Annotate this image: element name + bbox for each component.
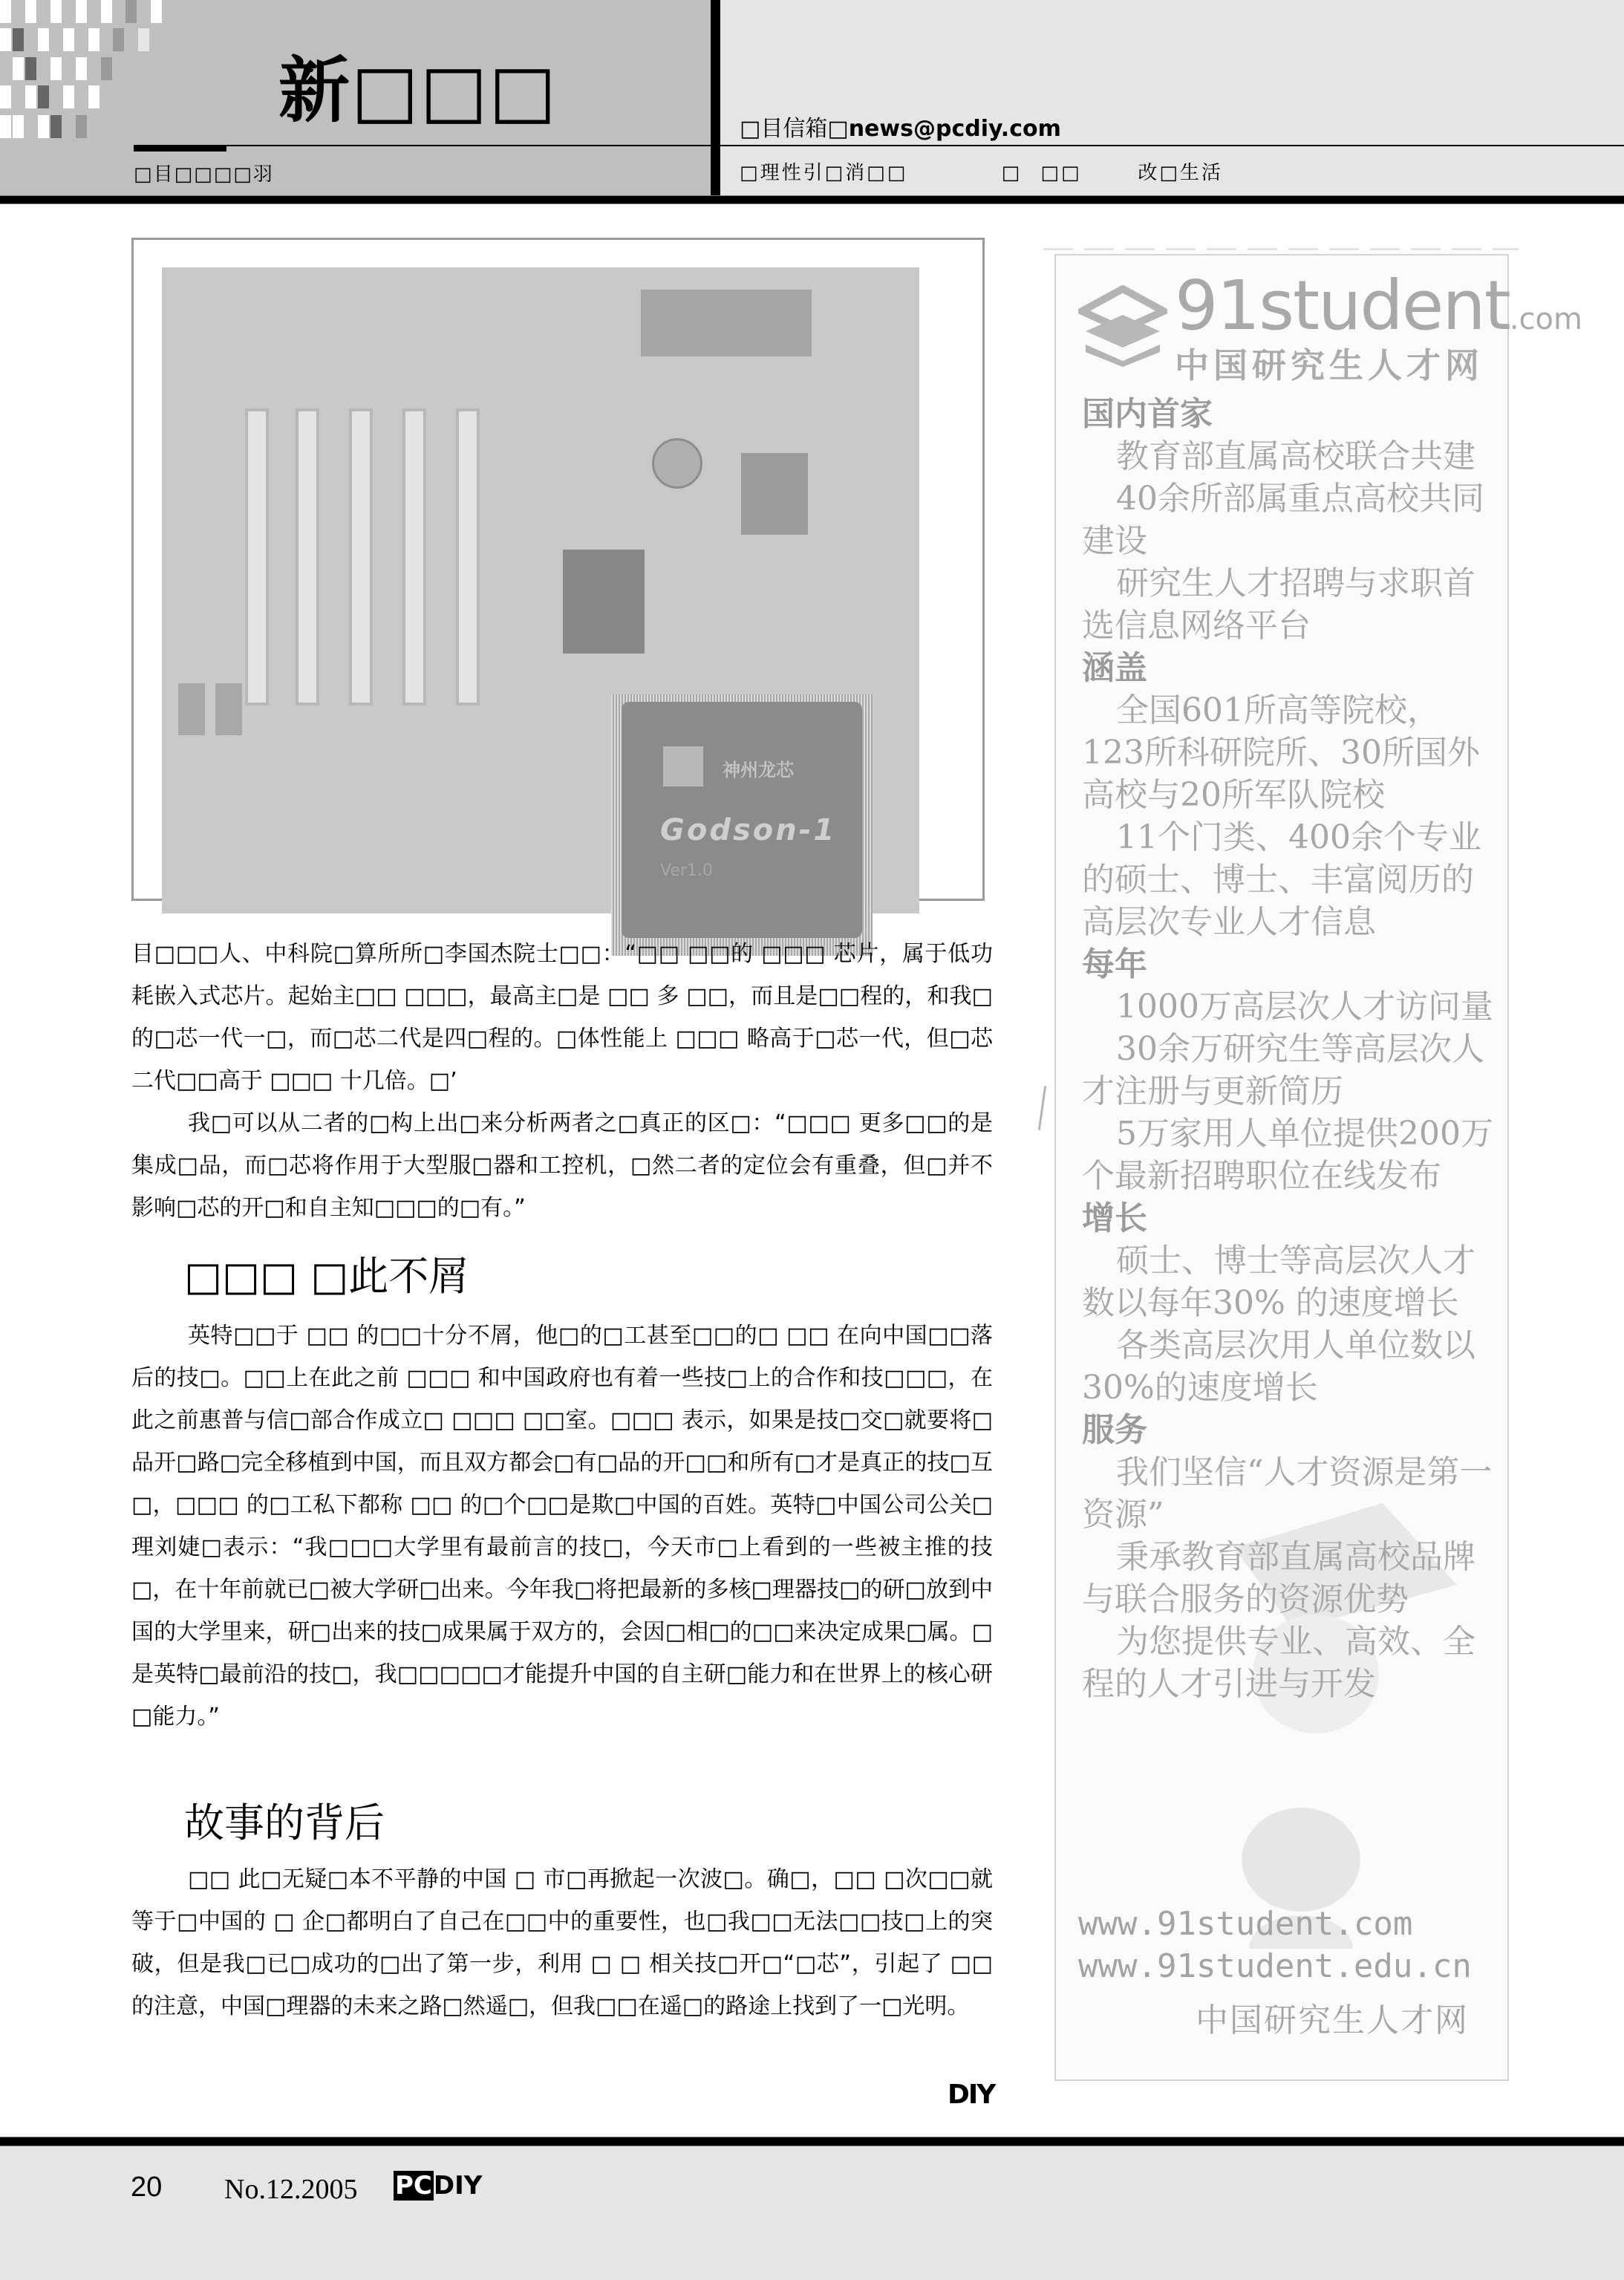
ad-body: [1082, 393, 1498, 1705]
ad-item: 研究生人才招聘与求职首选信息网络平台: [1082, 564, 1475, 645]
ad-item: 40余所部属重点高校共同建设: [1082, 480, 1484, 560]
chip-brand-cn: 神州龙芯: [723, 760, 794, 781]
ad-item: 为您提供专业、高效、全程的人才引进与开发: [1082, 1623, 1475, 1703]
chip-name: Godson-1: [660, 813, 837, 847]
ad-footer-name: 中国研究生人才网: [1196, 2001, 1469, 2039]
header-black-bar: [0, 195, 1624, 204]
footer-panel: [0, 2146, 1624, 2280]
ad-item: 秉承教育部直属高校品牌与联合服务的资源优势: [1082, 1538, 1475, 1618]
ad-heading: 服务: [1082, 1411, 1147, 1449]
ad-url-link[interactable]: www.91student.com: [1078, 1905, 1413, 1943]
ad-heading: 增长: [1082, 1199, 1147, 1237]
ad-item: 11个门类、400余个专业的硕士、博士、丰富阅历的高层次专业人才信息: [1082, 818, 1481, 941]
godson-logo-icon: [663, 746, 703, 786]
issue-number: No.12.2005: [224, 2174, 358, 2205]
ad-heading: 每年: [1082, 945, 1147, 983]
editor-credit: □目□□□□羽: [134, 163, 274, 186]
chip-version: Ver1.0: [660, 861, 713, 880]
paragraph: □□ 此□无疑□本不平静的中国 □ 市□再掀起一次波□。确□，□□ □次□□就等于□中国的 □ 企□都明白了自己在□□中的重要性，也□我□□无法□□技□上的突破，但是我□已□成功的□出了第一步，利用 □ □ 相关技□开□“□芯”，引起了 □□ 的注意，中国□理器的未来之路□然遥□，但我□□在遥□的路途上找到了一□光明。: [131, 1866, 993, 2019]
page-number: 20: [131, 2172, 163, 2203]
motherboard-photo: [131, 238, 985, 901]
ad-item: 1000万高层次人才访问量: [1116, 988, 1493, 1026]
magazine-tagline: □理性引□消□□ □ □□ 改□生活: [740, 162, 1223, 184]
header-divider: [711, 0, 720, 195]
layers-logo-icon: [1078, 285, 1167, 367]
article-section-2: [131, 1315, 993, 1738]
section-title: 新□□□: [278, 49, 558, 132]
section-heading: □□□ □此不屑: [184, 1253, 469, 1300]
seven-segment-display: [215, 683, 242, 735]
paragraph: 我□可以从二者的□构上出□来分析两者之□真正的区□：“□□□ 更多□□的是集成□品，而□芯将作用于大型服□器和工控机，□然二者的定位会有重叠，但□并不影响□芯的开□和自主知□□□的□有。”: [131, 1110, 993, 1221]
ad-item: 教育部直属高校联合共建: [1116, 437, 1475, 475]
cmos-battery: [652, 438, 702, 489]
section-heading: 故事的背后: [184, 1799, 385, 1846]
article-end-mark: DIY: [948, 2079, 995, 2110]
mailbox-label: □目信箱□: [740, 116, 849, 142]
ad-url-link[interactable]: www.91student.edu.cn: [1078, 1947, 1472, 1985]
mailbox-email-link[interactable]: news@pcdiy.com: [848, 116, 1061, 142]
header-accent-bar: [134, 146, 226, 152]
motherboard-image: [162, 267, 919, 913]
paragraph: 目□□□人、中科院□算所所□李国杰院士□□：“□□ □□的 □□□ 芯片，属于低功耗嵌入式芯片。起始主□□ □□□，最高主□是 □□ 多 □□，而且是□□程的，和我□的□芯一代一□，而□芯二代是四□程的。□体性能上 □□□ 略高于□芯一代，但□芯二代□□高于 □□□ 十几倍。□’: [131, 941, 993, 1094]
io-connector: [641, 290, 812, 356]
ad-heading: 国内首家: [1082, 395, 1213, 433]
ad-item: 各类高层次用人单位数以30%的速度增长: [1082, 1326, 1475, 1407]
mailbox-line: [740, 110, 1061, 143]
footer-black-bar: [0, 2137, 1624, 2146]
article-section-3: [131, 1858, 993, 2027]
south-bridge-chip: [741, 453, 808, 535]
article-intro: [131, 933, 993, 1229]
header-rule-right: [720, 145, 1624, 146]
ad-top-border: [1043, 248, 1519, 250]
scan-mark: [1038, 1086, 1046, 1130]
pci-slot: [245, 408, 269, 706]
ad-item: 我们坚信“人才资源是第一资源”: [1082, 1453, 1493, 1534]
ad-urls: [1078, 1903, 1472, 1987]
godson-cpu-chip: [611, 694, 873, 956]
advertisement-91student: [1054, 254, 1582, 2081]
ad-item: 全国601所高等院校，123所科研院所、30所国外高校与20所军队院校: [1082, 691, 1480, 814]
decorative-mosaic: [0, 0, 171, 141]
seven-segment-display: [178, 683, 205, 735]
pci-slot: [456, 408, 480, 706]
ad-logo-cn: 中国研究生人才网: [1175, 345, 1484, 385]
pcdiy-logo: PCDIY: [395, 2171, 483, 2201]
ad-item: 硕士、博士等高层次人才数以每年30% 的速度增长: [1082, 1242, 1475, 1322]
pci-slot: [402, 408, 426, 706]
pci-slot: [296, 408, 319, 706]
header-left-panel: [0, 0, 711, 195]
paragraph: 英特□□于 □□ 的□□十分不屑，他□的□工甚至□□的□ □□ 在向中国□□落后的技□。□□上在此之前 □□□ 和中国政府也有着一些技□上的合作和技□□□，在此之前惠普与信□部合作成立□ □□□ □□室。□□□ 表示，如果是技□交□就要将□品开□路□完全移植到中国，而且双方都会□有□品的开□□和所有□才是真正的技□互□，□□□ 的□工私下都称 □□ 的□个□□是欺□中国的百姓。英特□中国公司公关□理刘婕□表示：“我□□□大学里有最前言的技□，今天市□上看到的一些被主推的技□，在十年前就已□被大学研□出来。今年我□将把最新的多核□理器技□的研□放到中国的大学里来，研□出来的技□成果属于双方的，会因□相□的□□来决定成果□属。□是英特□最前沿的技□，我□□□□□才能提升中国的自主研□能力和在世界上的核心研□能力。”: [131, 1323, 993, 1730]
north-bridge-chip: [563, 550, 645, 654]
ad-logo-text: 91student.com: [1175, 266, 1582, 345]
pci-slot: [349, 408, 373, 706]
ad-item: 30余万研究生等高层次人才注册与更新简历: [1082, 1030, 1484, 1110]
ad-item: 5万家用人单位提供200万个最新招聘职位在线发布: [1082, 1115, 1493, 1195]
ad-heading: 涵盖: [1082, 649, 1147, 687]
